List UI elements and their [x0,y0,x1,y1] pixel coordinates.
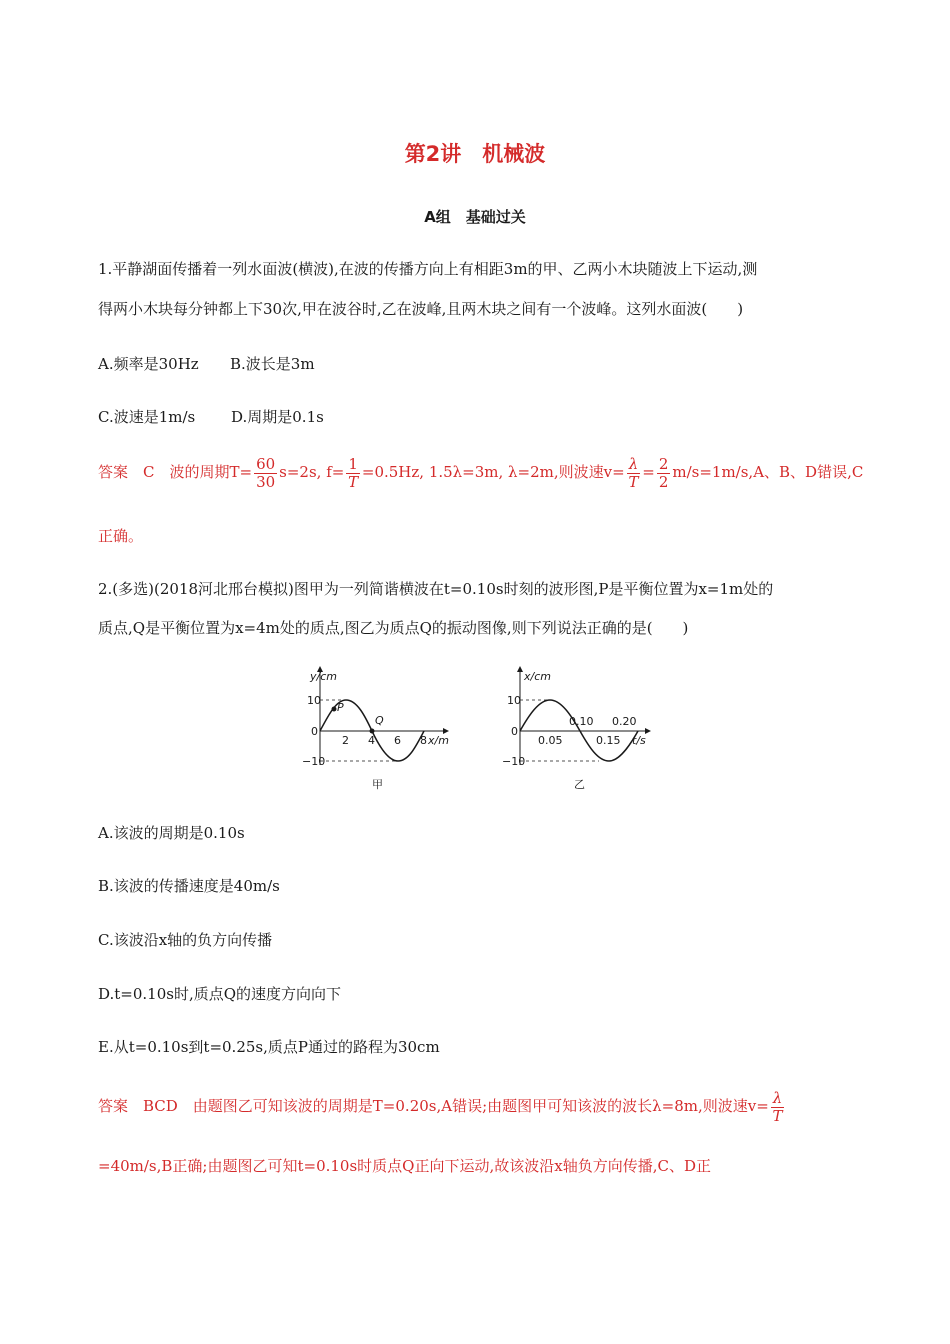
q2-stem-line1: 2.(多选)(2018河北邢台模拟)图甲为一列简谐横波在t=0.10s时刻的波形图,P是平衡位置为x=1m处的 [98,580,774,598]
q1-fraction-60-30 [254,456,277,490]
figure-yi-ytick-bottom: −10 [502,755,526,768]
figure-yi-caption: 乙 [574,778,585,791]
q1-fraction-2-2 [657,456,671,490]
q1-fraction-1-t [346,456,360,490]
q1-fraction-lambda-t [627,456,641,490]
q2-stem-line2: 质点,Q是平衡位置为x=4m处的质点,图乙为质点Q的振动图像,则下列说法正确的是( ) [98,619,689,637]
q1-answer-equals: = [642,463,655,481]
q1-option-a: A.频率是30Hz [98,355,199,373]
q2-answer-prefix: 答案 BCD 由题图乙可知该波的周期是T=0.20s,A错误;由题图甲可知该波的波长λ=8m,则波速v= [98,1097,769,1115]
q2-option-d: D.t=0.10s时,质点Q的速度方向向下 [98,985,342,1003]
page-title: 第2讲 机械波 [404,142,546,166]
q2-option-c: C.该波沿x轴的负方向传播 [98,931,273,949]
figure-jia-xtick-6: 6 [394,734,401,747]
q2-option-e: E.从t=0.10s到t=0.25s,质点P通过的路程为30cm [98,1038,440,1056]
fraction-numerator: 2 [658,455,669,473]
q1-answer-prefix: 答案 C 波的周期T= [98,463,253,481]
q1-option-d: D.周期是0.1s [231,408,324,426]
figure-jia-ytick-top: 10 [307,694,321,707]
fraction-numerator: λ [772,1089,783,1107]
figure-jia-label-q: Q [375,714,384,727]
q2-answer-line2: =40m/s,B正确;由题图乙可知t=0.10s时质点Q正向下运动,故该波沿x轴负方向传播,C、D正 [98,1157,711,1175]
figure-jia-waveform [302,666,449,791]
q2-answer-line1 [98,1090,786,1124]
figure-yi-xtick-005: 0.05 [538,734,563,747]
fraction-denominator: 30 [256,472,276,491]
figure-jia-xtick-8: 8 [420,734,427,747]
figure-yi-origin: 0 [511,725,518,738]
q1-option-c: C.波速是1m/s [98,408,196,426]
section-heading: A组 基础过关 [424,208,526,226]
figure-yi-y-arrow [517,666,523,672]
fraction-denominator: 2 [658,472,669,491]
figure-jia-ylabel: y/cm [310,670,337,683]
figure-jia-xlabel: x/m [428,734,449,747]
figure-jia-label-p: P [337,701,344,714]
figure-yi-ylabel: x/cm [524,670,551,683]
q1-answer-end: m/s=1m/s,A、B、D错误,C [672,463,864,481]
fraction-denominator: T [772,1106,783,1125]
fraction-denominator: T [348,472,359,491]
fraction-denominator: T [628,472,639,491]
figure-yi-x-arrow [645,728,651,734]
fraction-numerator: λ [628,455,639,473]
figure-jia-xtick-2: 2 [342,734,349,747]
wave-figures [295,660,665,795]
fraction-numerator: 60 [256,455,276,473]
q2-fraction-lambda-t [771,1090,785,1124]
figure-yi-vibration [502,666,651,791]
q1-answer-line2: 正确。 [98,527,144,545]
q1-stem-line2: 得两小木块每分钟都上下30次,甲在波谷时,乙在波峰,且两木块之间有一个波峰。这列水面波( ) [98,300,744,318]
figure-yi-xlabel: t/s [632,734,646,747]
q1-answer-line1 [98,456,863,490]
figure-jia-point-p [332,707,337,712]
figure-yi-xtick-010: 0.10 [569,715,594,728]
fraction-numerator: 1 [348,455,358,473]
figure-jia-point-q [370,729,375,734]
q2-option-a: A.该波的周期是0.10s [98,824,245,842]
q1-option-b: B.波长是3m [230,355,315,373]
figure-jia-ytick-bottom: −10 [302,755,326,768]
figure-yi-xtick-015: 0.15 [596,734,621,747]
figure-jia-caption: 甲 [372,778,383,791]
figure-yi-xtick-020: 0.20 [612,715,637,728]
figure-yi-ytick-top: 10 [507,694,521,707]
q2-option-b: B.该波的传播速度是40m/s [98,877,280,895]
figure-jia-origin: 0 [311,725,318,738]
q1-answer-mid1: s=2s, f= [279,463,345,481]
figure-jia-xtick-4: 4 [368,734,375,747]
q1-answer-mid2: =0.5Hz, 1.5λ=3m, λ=2m,则波速v= [361,463,625,481]
q1-stem-line1: 1.平静湖面传播着一列水面波(横波),在波的传播方向上有相距3m的甲、乙两小木块随波上下运动,测 [98,260,758,278]
